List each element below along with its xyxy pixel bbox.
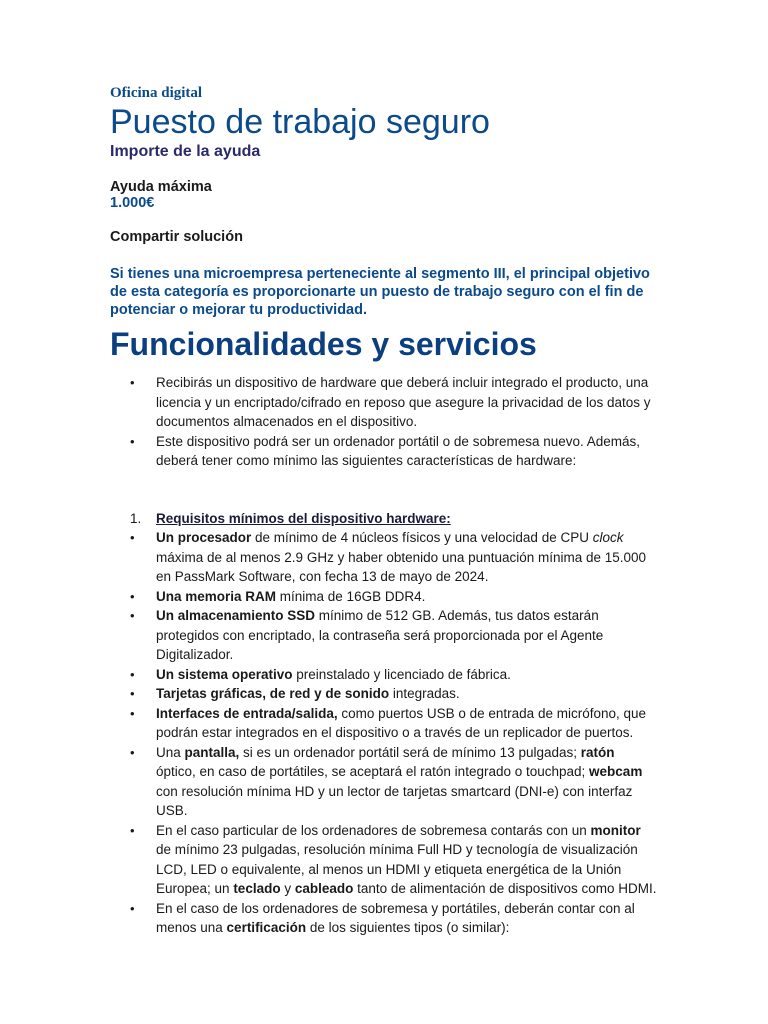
intro-paragraph: Si tienes una microempresa perteneciente al segmento III, el principal objetivo de esta categoría es proporcionarte un puesto de trabajo seguro con el fin de potenciar o mejorar tu productividad. [110, 266, 650, 318]
req-certification: • En el caso de los ordenadores de sobremesa y portátiles, deberán contar con al menos una certificación de los siguientes tipos (o similar): [130, 900, 635, 935]
req-monitor: • En el caso particular de los ordenadores de sobremesa contarás con un monitor de mínimo 23 pulgadas, resolución mínima Full HD y tecnología de visualización LCD, LED o equivalente, al menos un HDMI y etiqueta energética de la Unión Europea; un teclado y cableado tanto de alimentación de dispositivos como HDMI. [130, 822, 657, 896]
req-ssd: • Un almacenamiento SSD mínimo de 512 GB. Además, tus datos estarán protegidos con encriptado, la contraseña será proporcionada por el Agente Digitalizador. [130, 608, 604, 662]
bullet-icon: • [130, 705, 135, 721]
bullet-icon: • [130, 530, 135, 545]
share-solution-link[interactable]: Compartir solución [110, 229, 243, 245]
category-eyebrow: Oficina digital [110, 85, 203, 101]
req-cards: • Tarjetas gráficas, de red y de sonido integradas. [110, 684, 658, 704]
requirements-list [110, 509, 658, 529]
req-ram: • Una memoria RAM mínima de 16GB DDR4. [110, 587, 658, 607]
req-screen: • Una pantalla, si es un ordenador portátil será de mínimo 13 pulgadas; ratón óptico, en caso de portátiles, se aceptará el ratón integrado o touchpad; webcam con resolución mínima HD y un lector de tarjetas smartcard (DNI-e) con interfaz USB. [130, 744, 643, 818]
aid-label: Ayuda máxima [110, 179, 212, 195]
bullet-icon: • [130, 822, 135, 838]
page-title: Puesto de trabajo seguro [110, 103, 490, 141]
features-list [110, 373, 658, 471]
section-heading: Funcionalidades y servicios [110, 326, 537, 362]
bullet-icon: • [130, 666, 135, 682]
bullet-icon: • [130, 686, 135, 701]
req-cpu: • Un procesador de mínimo de 4 núcleos físicos y una velocidad de CPU clock máxima de al menos 2.9 GHz y haber obtenido una puntuación mínima de 15.000 en PassMark Software, con fecha 13 de mayo de 2024. [130, 530, 647, 584]
bullet-icon: • [130, 744, 135, 760]
bullet-icon: • [130, 608, 135, 623]
page-subtitle: Importe de la ayuda [110, 143, 261, 160]
req-os: • Un sistema operativo preinstalado y licenciado de fábrica. [110, 665, 658, 685]
req-io: • Interfaces de entrada/salida, como puertos USB o de entrada de micrófono, que podrán estar integrados en el dispositivo o a través de un replicador de puertos. [130, 705, 647, 740]
aid-amount: 1.000€ [110, 195, 155, 211]
requirements-heading: 1. Requisitos mínimos del dispositivo hardware: [130, 510, 451, 526]
bullet-icon: • [130, 375, 135, 390]
bullet-icon: • [130, 900, 135, 916]
bullet-icon: • [130, 433, 135, 449]
list-item: • Este dispositivo podrá ser un ordenador portátil o de sobremesa nuevo. Además, deberá tener como mínimo las siguientes características de hardware: [130, 433, 641, 468]
hardware-requirements [110, 528, 658, 938]
list-item: • Recibirás un dispositivo de hardware que deberá incluir integrado el producto, una licencia y un encriptado/cifrado en reposo que asegure la privacidad de los datos y documentos almacenados en el dispositivo. [130, 375, 651, 429]
bullet-icon: • [130, 588, 135, 604]
